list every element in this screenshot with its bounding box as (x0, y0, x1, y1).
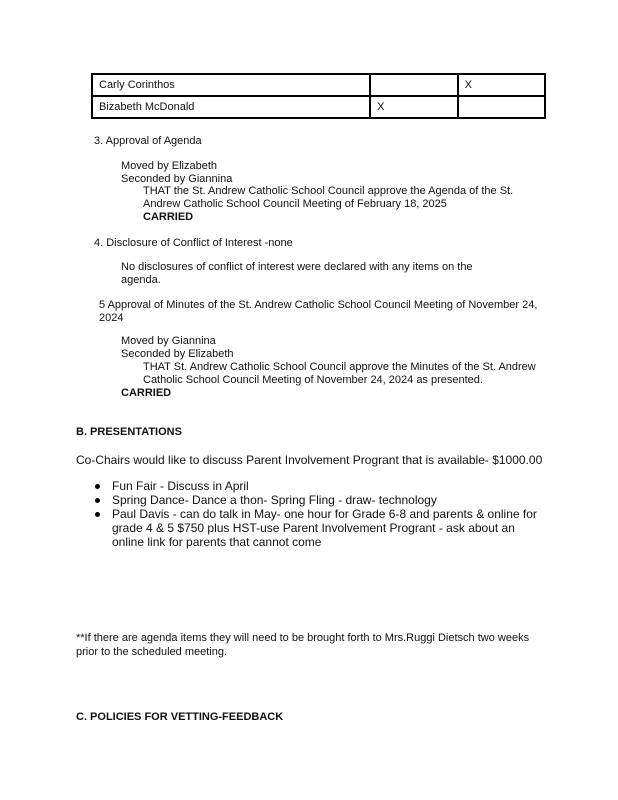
item3-moved: Moved by Elizabeth (121, 160, 217, 172)
bullet-line: Spring Dance- Dance a thon- Spring Fling - draw- technology (112, 493, 437, 507)
item4-line2: agenda. (121, 274, 161, 286)
list-item (92, 507, 562, 549)
item3-motion-line1: THAT the St. Andrew Catholic School Council approve the Agenda of the St. (143, 185, 514, 197)
bullet-line: Paul Davis - can do talk in May- one hour for Grade 6-8 and parents & online for (112, 507, 537, 521)
item5-moved: Moved by Giannina (121, 335, 216, 347)
item3-motion-line2: Andrew Catholic School Council Meeting of February 18, 2025 (143, 198, 447, 210)
bullet-line: Fun Fair - Discuss in April (112, 479, 249, 493)
note-line1: **If there are agenda items they will need to be brought forth to Mrs.Ruggi Dietsch two weeks (76, 632, 530, 644)
list-item (92, 479, 562, 493)
section-heading-presentations: B. PRESENTATIONS (76, 426, 182, 438)
item3-seconded: Seconded by Giannina (121, 173, 233, 185)
item4-heading: 4. Disclosure of Conflict of Interest -none (94, 237, 293, 249)
item5-motion-line2: Catholic School Council Meeting of November 24, 2024 as presented. (143, 374, 483, 386)
note-line2: prior to the scheduled meeting. (76, 646, 228, 658)
attendee-name: Carly Corinthos (92, 74, 370, 96)
bullet-line: grade 4 & 5 $750 plus HST-use Parent Involvement Progrant - ask about an (112, 521, 515, 535)
item5-heading-line2: 2024 (99, 312, 124, 324)
list-item (92, 493, 562, 507)
attendance-mark: X (370, 96, 457, 118)
attendee-name: Bizabeth McDonald (92, 96, 370, 118)
item3-heading: 3. Approval of Agenda (94, 135, 202, 147)
attendance-mark (370, 74, 457, 96)
attendance-table (91, 73, 546, 119)
section-heading-policies: C. POLICIES FOR VETTING-FEEDBACK (76, 711, 284, 723)
attendance-mark: X (458, 74, 545, 96)
item3-carried: CARRIED (143, 211, 194, 223)
presentations-intro: Co-Chairs would like to discuss Parent Involvement Progrant that is available- $1000.00 (76, 453, 543, 467)
item5-motion-line1: THAT St. Andrew Catholic School Council approve the Minutes of the St. Andrew (143, 361, 536, 373)
item5-heading-line1: 5 Approval of Minutes of the St. Andrew Catholic School Council Meeting of November 24, (99, 299, 538, 311)
presentations-bullet-list (92, 479, 562, 549)
table-row (92, 96, 545, 118)
item5-carried: CARRIED (121, 387, 172, 399)
attendance-mark (458, 96, 545, 118)
bullet-line: online link for parents that cannot come (112, 535, 322, 549)
item4-line1: No disclosures of conflict of interest were declared with any items on the (121, 261, 473, 273)
item5-seconded: Seconded by Elizabeth (121, 348, 234, 360)
table-row (92, 74, 545, 96)
